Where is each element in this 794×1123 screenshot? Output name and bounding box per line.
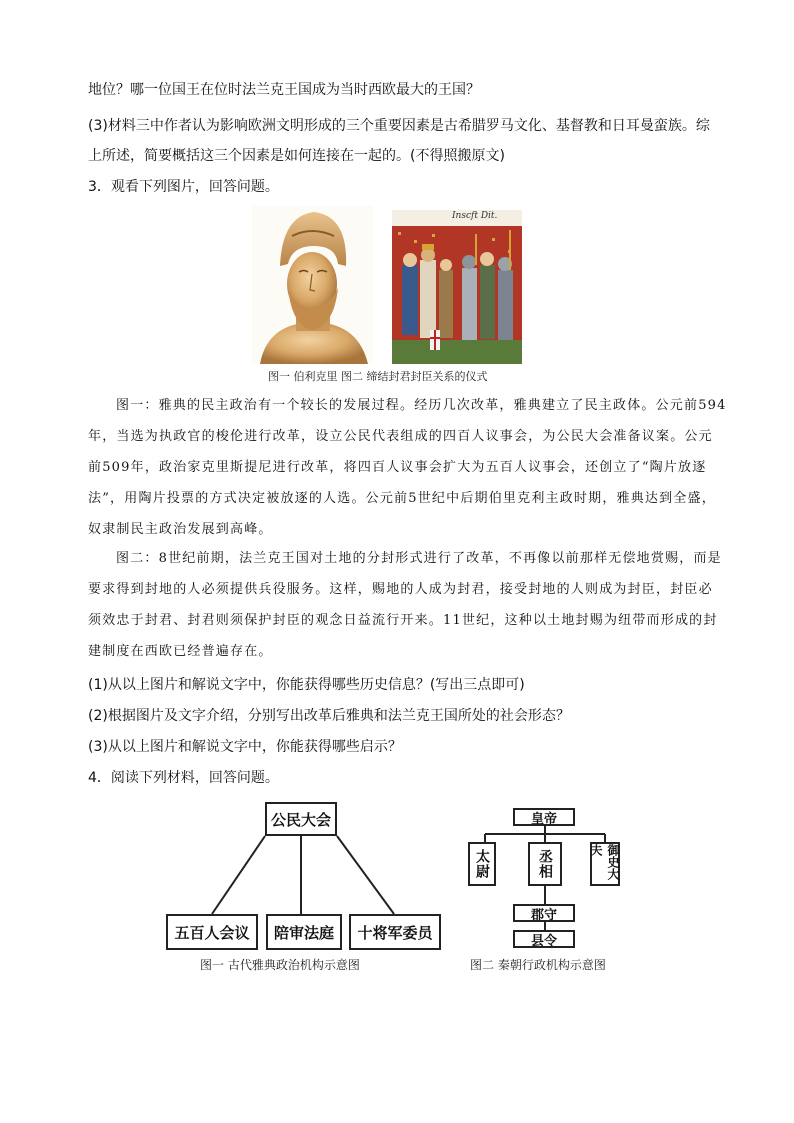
athens-assembly-box: 公民大会 [265, 802, 337, 836]
qin-taiwei-box: 太尉 [468, 842, 496, 886]
athens-generals-box: 十将军委员 [349, 914, 441, 950]
question-3-line: (3)材料三中作者认为影响欧洲文明形成的三个重要因素是古希腊罗马文化、基督教和日耳曼蛮族。综 [88, 118, 710, 134]
figure-1-description: 图一：雅典的民主政治有一个较长的发展过程。经历几次改革，雅典建立了民主政体。公元前594 [116, 398, 727, 413]
question-item: (2)根据图片及文字介绍，分别写出改革后雅典和法兰克王国所处的社会形态？ [88, 708, 570, 724]
figure-1-description: 前509年，政治家克里斯提尼进行改革，将四百人议事会扩大为五百人议事会，还创立了“陶片放逐 [88, 460, 707, 475]
question-item: (1)从以上图片和解说文字中，你能获得哪些历史信息？(写出三点即可) [88, 677, 525, 693]
qin-diagram-caption: 图二 秦朝行政机构示意图 [470, 958, 606, 972]
qin-emperor-box: 皇帝 [513, 808, 575, 826]
athens-council-box: 五百人会议 [166, 914, 258, 950]
question-item: (3)从以上图片和解说文字中，你能获得哪些启示？ [88, 739, 402, 755]
qin-chancellor-box: 丞相 [528, 842, 562, 886]
question-text-line: 地位？哪一位国王在位时法兰克王国成为当时西欧最大的王国？ [88, 82, 480, 98]
figure-caption: 图一 伯利克里 图二 缔结封君封臣关系的仪式 [268, 370, 488, 383]
qin-magistrate-box: 县令 [513, 930, 575, 948]
manuscript-inscription: Inscft Dit. [452, 211, 498, 221]
section-3-heading: 3．观看下列图片，回答问题。 [88, 179, 279, 195]
figure-2-description: 建制度在西欧已经普遍存在。 [88, 644, 273, 659]
qin-censor-box: 御史大夫 [590, 842, 620, 886]
figure-2-description: 须效忠于封君、封君则须保护封臣的观念日益流行开来。11世纪，这种以土地封赐为纽带而形成的封 [88, 613, 718, 628]
section-4-heading: 4．阅读下列材料，回答问题。 [88, 770, 279, 786]
athens-diagram-caption: 图一 古代雅典政治机构示意图 [200, 958, 360, 972]
figure-1-description: 年，当选为执政官的梭伦进行改革，设立公民代表组成的四百人议事会，为公民大会准备议案。公元 [88, 429, 713, 444]
figure-1-description: 法”，用陶片投票的方式决定被放逐的人选。公元前5世纪中后期伯里克利主政时期，雅典达到全盛， [88, 491, 716, 506]
figure-1-description: 奴隶制民主政治发展到高峰。 [88, 522, 273, 537]
qin-governor-box: 郡守 [513, 904, 575, 922]
athens-court-box: 陪审法庭 [266, 914, 342, 950]
figure-2-description: 图二：8世纪前期，法兰克王国对土地的分封形式进行了改革，不再像以前那样无偿地赏赐，而是 [116, 551, 722, 566]
question-3-line: 上所述，简要概括这三个因素是如何连接在一起的。(不得照搬原文) [88, 148, 505, 164]
figure-2-description: 要求得到封地的人必须提供兵役服务。这样，赐地的人成为封君，接受封地的人则成为封臣，封臣必 [88, 582, 713, 597]
